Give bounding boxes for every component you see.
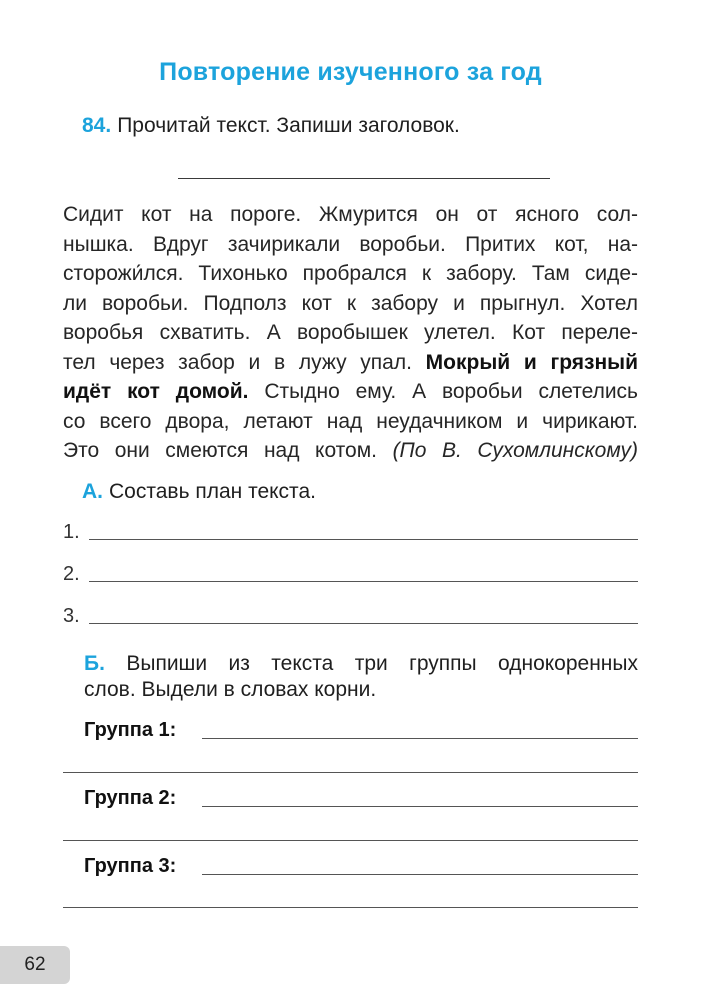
- plan-item: [63, 602, 638, 628]
- part-b-text: Выпиши из текста три группы однокоренных: [126, 652, 638, 675]
- plan-item-number: 2.: [63, 563, 80, 585]
- part-b-letter: Б.: [84, 652, 105, 675]
- page-title: Повторение изученного за год: [159, 58, 542, 86]
- page-number: 62: [0, 946, 70, 984]
- part-a-letter: А.: [82, 480, 103, 503]
- bold-phrase: идёт кот домой.: [63, 380, 249, 403]
- task-number: 84.: [82, 114, 112, 137]
- group-row: [84, 716, 638, 744]
- part-a-instruction: [82, 480, 316, 504]
- group-row: [84, 784, 638, 812]
- story-text: [63, 200, 638, 466]
- group-label: Группа 1:: [84, 719, 177, 741]
- group-answer-line[interactable]: [202, 806, 638, 807]
- plan-answer-line[interactable]: [89, 539, 638, 540]
- part-b-instruction-line: [84, 650, 638, 678]
- story-line: ли воробьи. Подполз кот к забору и прыгнул. Хотел: [63, 291, 638, 315]
- group-answer-line[interactable]: [63, 907, 638, 908]
- plan-item: [63, 518, 638, 544]
- group-answer-line[interactable]: [63, 840, 638, 841]
- story-line: сторожи́лся. Тихонько пробрался к забору. Там сиде-: [63, 262, 638, 285]
- story-source: (По В. Сухомлинскому): [392, 439, 638, 462]
- plan-item-number: 3.: [63, 605, 80, 627]
- task-text: Прочитай текст. Запиши заголовок.: [117, 114, 460, 137]
- plan-answer-line[interactable]: [89, 581, 638, 582]
- group-answer-line[interactable]: [202, 874, 638, 875]
- story-text-fragment: тел через забор и в лужу упал.: [63, 350, 412, 374]
- group-row: [84, 852, 638, 880]
- bold-phrase: Мокрый и грязный: [425, 350, 638, 374]
- story-text-fragment: Стыдно ему. А воробьи слетелись: [264, 380, 638, 403]
- plan-item: [63, 560, 638, 586]
- part-a-text: Составь план текста.: [109, 480, 316, 503]
- group-label: Группа 3:: [84, 855, 177, 877]
- story-line: со всего двора, летают над неудачником и чирикают.: [63, 409, 638, 433]
- title-answer-line[interactable]: [178, 178, 550, 179]
- part-b-instruction-line: слов. Выдели в словах корни.: [84, 678, 377, 701]
- story-line-with-bold: [63, 377, 638, 407]
- story-line-with-source: [63, 436, 638, 466]
- story-line: Сидит кот на пороге. Жмурится он от ясного сол-: [63, 203, 638, 226]
- plan-item-number: 1.: [63, 521, 80, 543]
- story-line-with-bold: [63, 348, 638, 378]
- task-instruction: [82, 114, 460, 138]
- group-answer-line[interactable]: [202, 738, 638, 739]
- story-text-fragment: Это они смеются над котом.: [63, 439, 378, 462]
- plan-answer-line[interactable]: [89, 623, 638, 624]
- story-line: нышка. Вдруг зачирикали воробьи. Притих кот, на-: [63, 232, 638, 256]
- group-answer-line[interactable]: [63, 772, 638, 773]
- story-line: воробья схватить. А воробышек улетел. Кот переле-: [63, 321, 638, 344]
- group-label: Группа 2:: [84, 787, 177, 809]
